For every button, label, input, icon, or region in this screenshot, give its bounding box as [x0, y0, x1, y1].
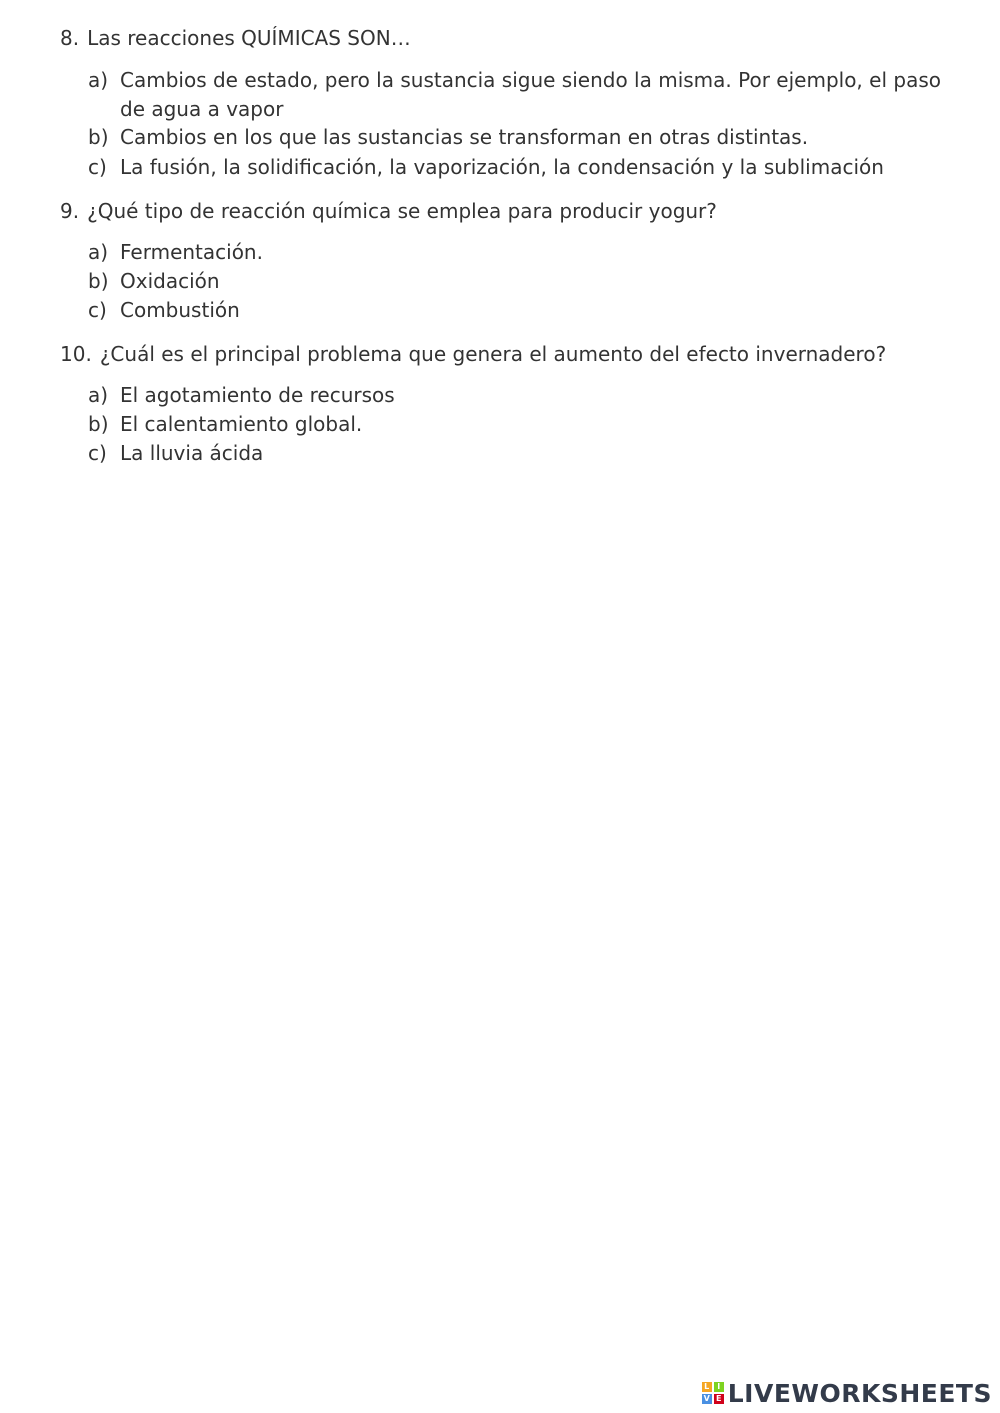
- logo-block: E: [714, 1394, 724, 1404]
- option-text: La lluvia ácida: [120, 441, 264, 465]
- option-letter: a): [88, 68, 109, 92]
- logo-block: I: [714, 1382, 724, 1392]
- option-letter: a): [88, 383, 109, 407]
- option-text: Oxidación: [120, 269, 220, 293]
- option-text: Fermentación.: [120, 240, 263, 264]
- liveworksheets-logo[interactable]: [702, 1377, 992, 1409]
- option-8c[interactable]: [88, 153, 948, 182]
- question-9: [60, 197, 960, 225]
- option-text: El agotamiento de recursos: [120, 383, 395, 407]
- logo-blocks-icon: [702, 1382, 724, 1404]
- option-letter: c): [88, 441, 107, 465]
- option-letter: c): [88, 298, 107, 322]
- option-9c[interactable]: [88, 296, 948, 325]
- option-10c[interactable]: [88, 439, 948, 468]
- option-8b[interactable]: [88, 123, 948, 152]
- question-number: 10.: [60, 342, 92, 366]
- option-10b[interactable]: [88, 410, 948, 439]
- question-number: 8.: [60, 26, 80, 50]
- option-letter: b): [88, 412, 109, 436]
- option-9a[interactable]: [88, 238, 948, 267]
- question-text: Las reacciones QUÍMICAS SON…: [87, 26, 411, 50]
- option-letter: c): [88, 155, 107, 179]
- option-10a[interactable]: [88, 381, 948, 410]
- option-text: La fusión, la solidificación, la vaporización, la condensación y la sublimación: [120, 155, 884, 179]
- option-letter: a): [88, 240, 109, 264]
- question-text: ¿Cuál es el principal problema que genera el aumento del efecto invernadero?: [99, 342, 887, 366]
- option-text: El calentamiento global.: [120, 412, 363, 436]
- logo-block: V: [703, 1394, 710, 1403]
- option-8a[interactable]: [88, 66, 948, 124]
- question-number: 9.: [60, 199, 80, 223]
- brand-name: LIVEWORKSHEETS: [727, 1378, 992, 1408]
- option-text: Combustión: [120, 298, 240, 322]
- question-8: [60, 24, 960, 52]
- option-text: Cambios de estado, pero la sustancia sigue siendo la misma. Por ejemplo, el paso de agua a vapor: [120, 68, 941, 121]
- option-9b[interactable]: [88, 267, 948, 296]
- option-letter: b): [88, 269, 109, 293]
- option-text: Cambios en los que las sustancias se transforman en otras distintas.: [120, 125, 809, 149]
- option-letter: b): [88, 125, 109, 149]
- question-text: ¿Qué tipo de reacción química se emplea para producir yogur?: [87, 199, 717, 223]
- question-10: [60, 340, 960, 368]
- logo-block: L: [702, 1382, 712, 1392]
